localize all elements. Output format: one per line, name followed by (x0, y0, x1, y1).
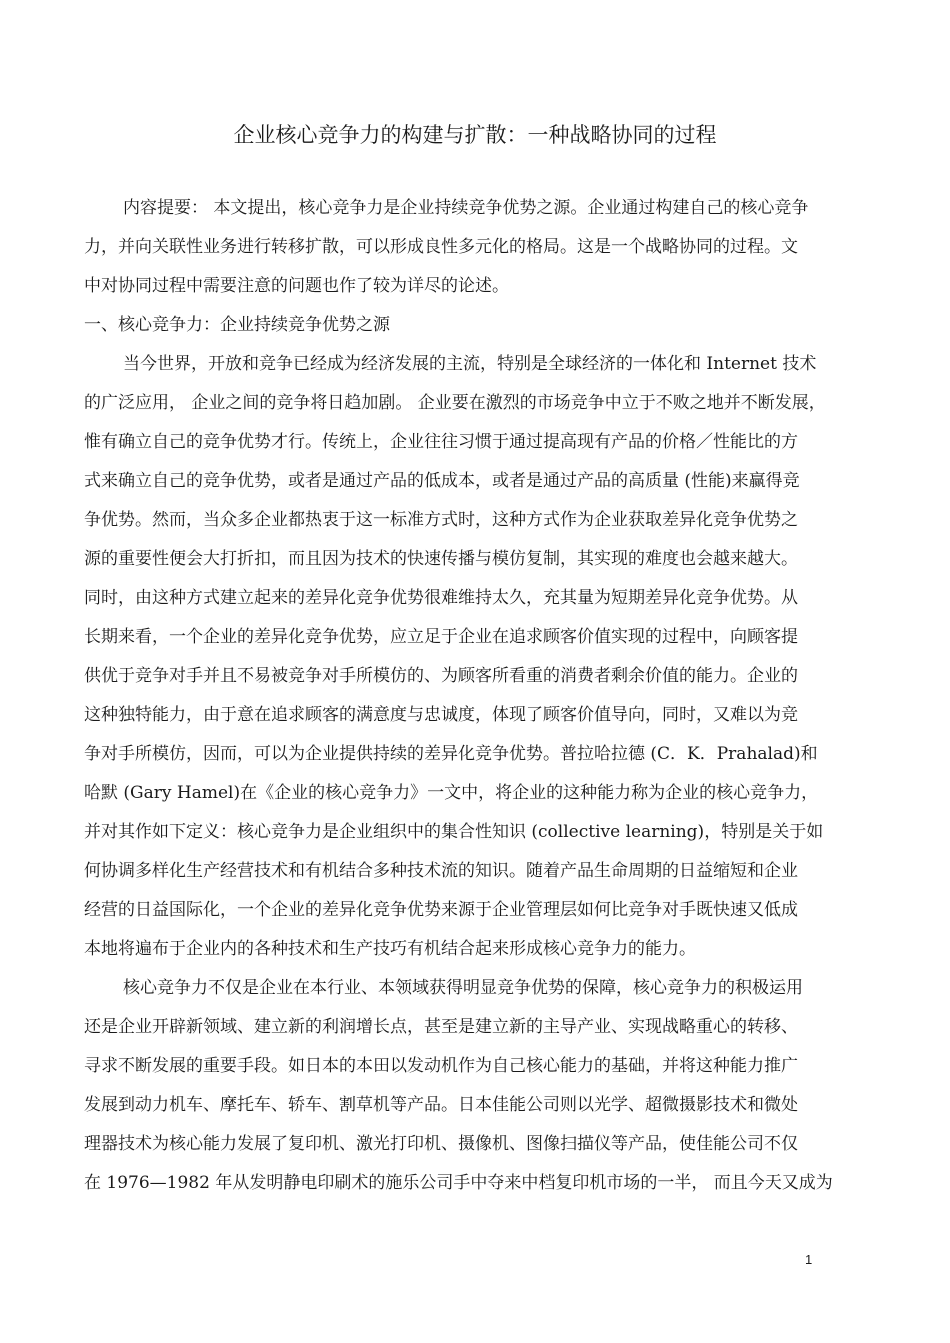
body-line: 源的重要性便会大打折扣，而且因为技术的快速传播与模仿复制，其实现的难度也会越来越大。 (84, 549, 798, 569)
body-line: 在 1976—1982 年从发明静电印刷术的施乐公司手中夺来中档复印机市场的一半， 而且今天又成为 (84, 1173, 833, 1193)
body-line: 理器技术为核心能力发展了复印机、激光打印机、摄像机、图像扫描仪等产品，使佳能公司不仅 (84, 1134, 798, 1154)
body-line: 长期来看，一个企业的差异化竞争优势，应立足于企业在追求顾客价值实现的过程中，向顾客提 (84, 627, 798, 647)
abstract-line-3: 中对协同过程中需要注意的问题也作了较为详尽的论述。 (84, 276, 509, 296)
document-title: 企业核心竞争力的构建与扩散：一种战略协同的过程 (233, 123, 717, 147)
body-line: 惟有确立自己的竞争优势才行。传统上，企业往往习惯于通过提高现有产品的价格／性能比的方 (84, 432, 798, 452)
body-line: 何协调多样化生产经营技术和有机结合多种技术流的知识。随着产品生命周期的日益缩短和企业 (84, 861, 798, 881)
page-number: 1 (805, 1252, 813, 1267)
abstract-line-1: 内容提要： 本文提出，核心竞争力是企业持续竞争优势之源。企业通过构建自己的核心竞争 (123, 198, 809, 218)
body-line: 哈默 (Gary Hamel)在《企业的核心竞争力》一文中，将企业的这种能力称为企业的核心竞争力， (84, 783, 819, 803)
body-line: 当今世界，开放和竞争已经成为经济发展的主流，特别是全球经济的一体化和 Internet 技术 (123, 354, 817, 374)
body-line: 式来确立自己的竞争优势，或者是通过产品的低成本，或者是通过产品的高质量 (性能)来赢得竞 (84, 471, 800, 491)
body-line: 争对手所模仿，因而，可以为企业提供持续的差异化竞争优势。普拉哈拉德 (C．K．Prahalad)和 (84, 744, 818, 764)
body-line: 经营的日益国际化，一个企业的差异化竞争优势来源于企业管理层如何比竞争对手既快速又低成 (84, 900, 798, 920)
body-line: 争优势。然而，当众多企业都热衷于这一标准方式时，这种方式作为企业获取差异化竞争优势之 (84, 510, 798, 530)
body-line: 同时，由这种方式建立起来的差异化竞争优势很难维持太久，充其量为短期差异化竞争优势。从 (84, 588, 798, 608)
body-line: 核心竞争力不仅是企业在本行业、本领域获得明显竞争优势的保障，核心竞争力的积极运用 (123, 978, 803, 998)
body-line: 的广泛应用， 企业之间的竞争将日趋加剧。 企业要在激烈的市场竞争中立于不败之地并不断发展， (84, 393, 826, 413)
body-line: 本地将遍布于企业内的各种技术和生产技巧有机结合起来形成核心竞争力的能力。 (84, 939, 696, 959)
section-heading-1: 一、核心竞争力：企业持续竞争优势之源 (84, 315, 390, 335)
body-line: 这种独特能力，由于意在追求顾客的满意度与忠诚度，体现了顾客价值导向，同时，又难以为竞 (84, 705, 798, 725)
abstract-line-2: 力，并向关联性业务进行转移扩散，可以形成良性多元化的格局。这是一个战略协同的过程。文 (84, 237, 798, 257)
body-line: 并对其作如下定义：核心竞争力是企业组织中的集合性知识 (collective learning)，特别是关于如 (84, 822, 824, 842)
body-line: 寻求不断发展的重要手段。如日本的本田以发动机作为自己核心能力的基础，并将这种能力推广 (84, 1056, 798, 1076)
body-line: 供优于竞争对手并且不易被竞争对手所模仿的、为顾客所看重的消费者剩余价值的能力。企业的 (84, 666, 798, 686)
body-line: 发展到动力机车、摩托车、轿车、割草机等产品。日本佳能公司则以光学、超微摄影技术和微处 (84, 1095, 798, 1115)
body-line: 还是企业开辟新领域、建立新的利润增长点，甚至是建立新的主导产业、实现战略重心的转移、 (84, 1017, 798, 1037)
